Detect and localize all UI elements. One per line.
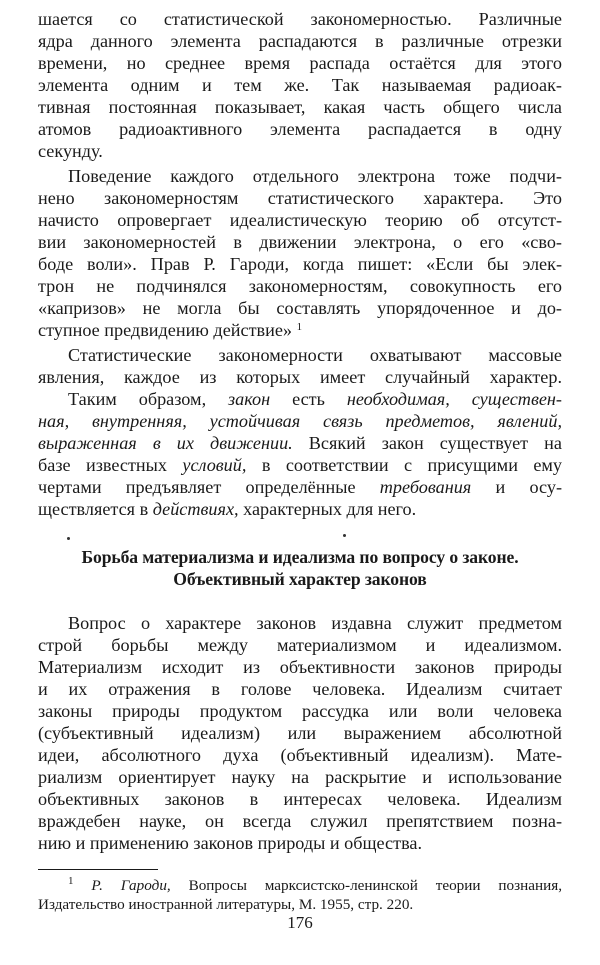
text-run: характерных для него. (238, 499, 417, 519)
paragraph-4-line (38, 498, 562, 521)
paragraph-4-line (38, 476, 562, 499)
paragraph-1-line: элемента одним и тем же. Так называемая радиоак- (38, 75, 562, 95)
paragraph-1-line: шается со статистической закономерностью. Различные (38, 9, 562, 29)
footnote-line-2: Издательство иностранной литературы, М. 1955, стр. 220. (38, 896, 414, 913)
section-heading-line-1: Борьба материализма и идеализма по вопросу о законе. (81, 547, 519, 567)
paragraph-3-line: явления, каждое из которых имеет случайный характер. (38, 367, 562, 387)
emphasis-run: условий, (182, 455, 247, 475)
paragraph-5-line: объективных законов в интересах человека. Идеализм (38, 789, 562, 809)
emphasis-run: действиях, (152, 499, 239, 519)
text-run: Таким образом, (68, 389, 229, 409)
paragraph-3-line: Статистические закономерности охватывают массовые (68, 345, 562, 365)
paragraph-2-line: вии закономерностей в движении электрона, о его «сво- (38, 232, 562, 252)
section-heading-line-2: Объективный характер законов (173, 569, 427, 589)
paragraph-5-line: риализм ориентирует науку на раскрытие и использование (38, 767, 562, 787)
text-run: Всякий закон существует на (292, 433, 562, 453)
emphasis-run: закон (228, 389, 271, 409)
paragraph-5-line: (субъективный идеализм) или выражением абсолютной (38, 723, 562, 743)
paragraph-2-line: боде воли». Прав Р. Гароди, когда пишет: «Если бы элек- (38, 254, 562, 274)
paragraph-5-line: законы природы продуктом рассудка или воли человека (38, 701, 562, 721)
emphasis-run: требования (379, 477, 472, 497)
paragraph-5-line: строй борьбы между материализмом и идеализмом. (38, 635, 562, 655)
text-run: чертами предъявляет определённые (38, 477, 380, 497)
footnote-divider (38, 869, 158, 870)
emphasis-run: выраженная в их движении. (38, 433, 293, 453)
paragraph-4-line (38, 410, 562, 433)
paragraph-2-line: трон не подчинялся закономерностям, совокупность его (38, 276, 562, 296)
footnote-author: Р. Гароди, (91, 877, 171, 894)
paragraph-1-line: атомов радиоактивного элемента распадается в одну (38, 119, 562, 139)
paragraph-4-line (38, 454, 562, 477)
paragraph-5-line: враждебен науке, он всегда служил препятствием позна- (38, 811, 562, 831)
text-run: базе известных (38, 455, 183, 475)
paragraph-1-line: ядра данного элемента распадаются в различные отрезки (38, 31, 562, 51)
text-run: ществляется в (38, 499, 153, 519)
footnote-reference: 1 (296, 321, 303, 333)
paragraph-5-line: Вопрос о характере законов издавна служит предметом (68, 613, 562, 633)
text-run: есть (270, 389, 347, 409)
paragraph-2-text: ступное предвидению действие» (38, 320, 293, 340)
emphasis-run: необходимая, существен- (346, 389, 562, 409)
paragraph-5-line: идеи, абсолютного духа (объективный идеализм). Мате- (38, 745, 562, 765)
text-run: в соответствии с присущими ему (246, 455, 562, 475)
paragraph-2-line: начисто опровергает идеалистическую теорию об отсутст- (38, 210, 562, 230)
paragraph-5-line: и их отражения в голове человека. Идеализм считает (38, 679, 562, 699)
paragraph-4-line (68, 388, 562, 411)
paragraph-5-line: Материализм исходит из объективности законов природы (38, 657, 562, 677)
page-number: 176 (287, 913, 313, 932)
paragraph-1-line: тивная постоянная показывает, какая часть общего числа (38, 97, 562, 117)
footnote-marker: 1 (68, 875, 74, 887)
paragraph-1-line: времени, но среднее время распада остаётся для этого (38, 53, 562, 73)
print-speck (343, 534, 346, 537)
paragraph-2-line: «капризов» не могла бы составлять упорядоченное и до- (38, 298, 562, 318)
paragraph-2-line: нено закономерностям статистического характера. Это (38, 188, 562, 208)
paragraph-1-line: секунду. (38, 141, 103, 161)
print-speck (67, 537, 70, 540)
footnote-text: Вопросы марксистско-ленинской теории познания, (170, 877, 563, 894)
paragraph-2-line: Поведение каждого отдельного электрона тоже подчи- (68, 166, 562, 186)
paragraph-5-line: нию и применению законов природы и общества. (38, 833, 423, 853)
text-run: и осу- (471, 477, 563, 497)
paragraph-4-line (38, 432, 562, 455)
emphasis-run: ная, внутренняя, устойчивая связь предметов, явлений, (38, 411, 562, 431)
paragraph-2-last-line (38, 319, 562, 342)
